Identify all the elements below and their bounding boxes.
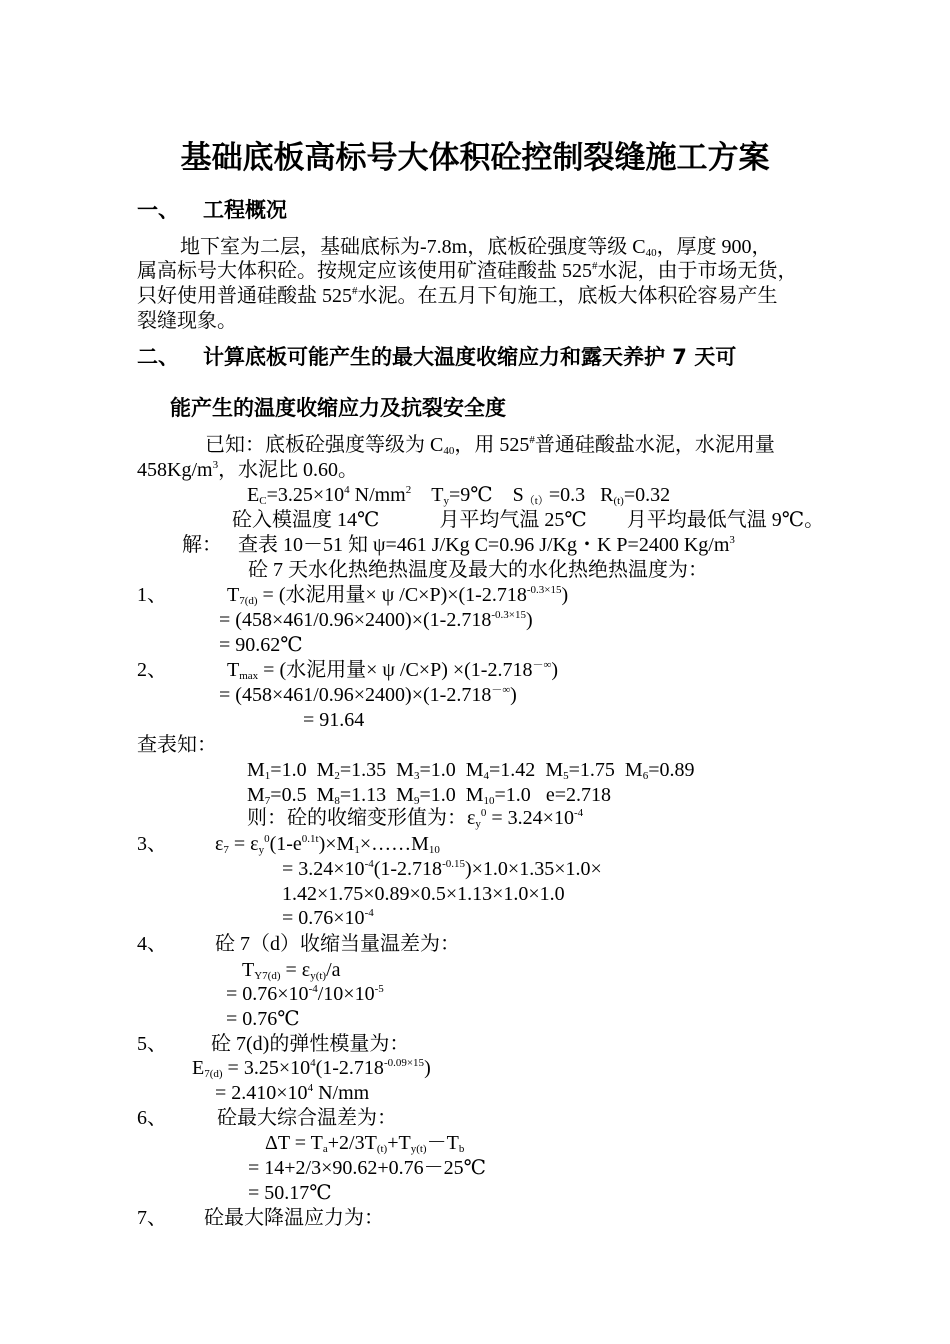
section-1-paragraph-line-2: 属高标号大体积砼。按规定应该使用矿渣硅酸盐 525#水泥，由于市场无货， (137, 260, 798, 282)
step-3-line-3: 1.42×1.75×0.89×0.5×1.13×1.0×1.0 (282, 883, 565, 905)
coefficients-row-2: $M_7=0.5$ $M_8=1.13$ $M_9=1.0$ $M_{10}=1.0$ e=2.718 (247, 784, 611, 807)
step-2-line-2: = (458×461/0.96×2400)×(1-2.718－∞) (219, 684, 517, 706)
step-7-line-1: 砼最大降温应力为： (204, 1207, 384, 1229)
step-1-line-1: $T_{7(d)}$ = (水泥用量× ψ $/C\times P)\times(1-2.718^{-0.3\times 15})$ (227, 584, 569, 607)
section-2-heading-line-1: 计算底板可能产生的最大温度收缩应力和露天养护 7 天可 (203, 345, 737, 369)
step-6-line-2: $\Delta T = T_a+2/3T_{(t)}+T_{y(t)}-T_b$ (265, 1132, 465, 1155)
coefficients-row-1: $M_1=1.0$ $M_2=1.35$ $M_3=1.0$ $M_4=1.42$ $M_5=1.75$ $M_6=0.89$ (247, 759, 695, 782)
section-2-number: 二、 (137, 345, 179, 369)
step-6-number: 6、 (137, 1107, 167, 1129)
step-1-line-2: = $(458\times 461/0.96\times 2400)\times(1-2.718^{-0.3\times 15})$ (219, 609, 533, 631)
step-3-line-2: = $3.24\times 10^{-4}(1-2.718^{-0.15})\times 1.0\times 1.35\times 1.0\times$ (282, 858, 602, 880)
step-1-number: 1、 (137, 584, 167, 606)
step-3-number: 3、 (137, 833, 167, 855)
step-3-line-1: $\varepsilon_7$ = $\varepsilon_y^0(1-e^{0.1t})\times M_1\times\dots\dots M_{10}$ (215, 833, 440, 856)
known-line-2: $458Kg/m^3$，水泥比 0.60。 (137, 459, 359, 481)
heat-intro-line: 砼 7 天水化热绝热温度及最大的水化热绝热温度为： (248, 559, 708, 581)
step-4-number: 4、 (137, 933, 167, 955)
lookup-label: 查表知： (137, 734, 217, 756)
step-2-line-1: $T_{max}$ = (水泥用量× ψ /C×P) ×(1-2.718－∞) (227, 659, 558, 682)
step-4-line-3: = $0.76\times 10^{-4}/10\times 10^{-5}$ (226, 983, 384, 1005)
step-7-number: 7、 (137, 1207, 167, 1229)
step-5-line-2: $E_{7(d)} = 3.25\times 10^4(1-2.718^{-0.09\times 15})$ (192, 1057, 431, 1080)
step-1-line-3: = 90.62℃ (219, 634, 303, 656)
solution-label: 解： (182, 534, 222, 556)
known-line-1: 已知：底板砼强度等级为 $C_{40}$，用 525#普通硅酸盐水泥，水泥用量 (205, 434, 775, 457)
step-4-line-1: 砼 7（d）收缩当量温差为： (215, 933, 460, 955)
parameters-line-2: 砼入模温度 14℃ 月平均气温 25℃ 月平均最低气温 9℃。 (232, 509, 825, 531)
section-1-number: 一、 (137, 198, 179, 222)
step-5-number: 5、 (137, 1033, 167, 1055)
step-6-line-4: = 50.17℃ (248, 1182, 332, 1204)
section-1-paragraph-line-1: 地下室为二层，基础底标为-7.8m，底板砼强度等级 $C_{40}$，厚度 900， (180, 236, 772, 259)
parameters-line-1: $E_C=3.25\times 10^4$ $N/mm^2$ $T_y=9℃$ $S_{(t)}=0.3$ $R_{(t)}=0.32$ (247, 484, 671, 507)
step-4-line-2: $T_{Y7(d)} = \varepsilon_{y(t)}/a$ (242, 959, 341, 982)
step-6-line-3: = 14+2/3×90.62+0.76－25℃ (248, 1157, 487, 1179)
step-3-line-4: = $0.76\times 10^{-4}$ (282, 907, 374, 929)
step-4-line-4: = 0.76℃ (226, 1008, 300, 1030)
section-1-paragraph-line-4: 裂缝现象。 (137, 310, 237, 332)
step-5-line-1: 砼 7(d)的弹性模量为： (211, 1033, 410, 1055)
document-title: 基础底板高标号大体积砼控制裂缝施工方案 (180, 140, 770, 176)
solution-lookup-line: 查表 10－51 知 ψ=461 J/Kg C=0.96 J/Kg・K P=2400 $Kg/m^3$ (238, 534, 735, 556)
section-1-heading: 工程概况 (203, 198, 287, 222)
step-2-line-3: = 91.64 (303, 709, 365, 731)
step-2-number: 2、 (137, 659, 167, 681)
section-2-heading-line-2: 能产生的温度收缩应力及抗裂安全度 (170, 396, 506, 420)
step-5-line-3: = $2.410\times 10^4$ N/mm (215, 1082, 370, 1104)
step-6-line-1: 砼最大综合温差为： (217, 1107, 397, 1129)
section-1-paragraph-line-3: 只好使用普通硅酸盐 525#水泥。在五月下旬施工，底板大体积砼容易产生 (137, 285, 778, 307)
shrinkage-value-line: 则：砼的收缩变形值为：$\varepsilon_y^0 = 3.24\times 10^{-4}$ (247, 807, 584, 830)
